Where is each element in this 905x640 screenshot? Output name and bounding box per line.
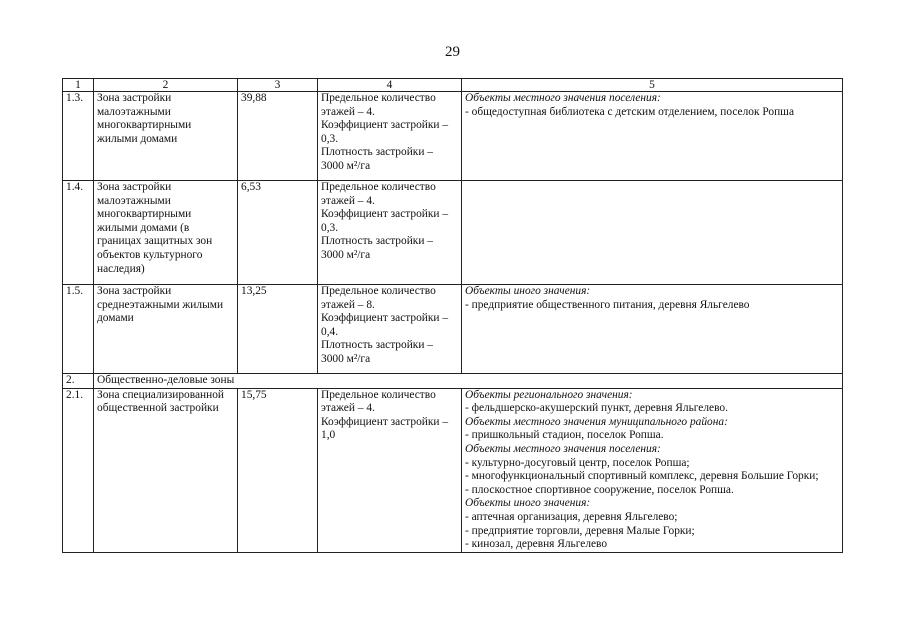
zone-name: Зона застройки среднеэтажными жилыми домами	[94, 285, 238, 374]
zone-name: Зона застройки малоэтажными многоквартирными жилыми домами	[94, 92, 238, 181]
section-number: 2.	[63, 374, 94, 389]
row-number: 2.1.	[63, 388, 94, 552]
zone-objects	[462, 181, 843, 285]
objects-heading: Объекты местного значения муниципального района:	[465, 415, 728, 428]
object-item: - предприятие торговли, деревня Малые Горки;	[465, 524, 695, 537]
object-item: - плоскостное спортивное сооружение, поселок Ропша.	[465, 483, 734, 496]
zone-objects	[462, 92, 843, 181]
param-line: Предельное количество этажей – 4.	[321, 181, 436, 207]
param-line: Плотность застройки – 3000 м²/га	[321, 146, 433, 172]
zone-params	[318, 92, 462, 181]
row-number: 1.3.	[63, 92, 94, 181]
zones-table	[62, 78, 843, 553]
zone-params	[318, 388, 462, 552]
object-item: - аптечная организация, деревня Яльгелево;	[465, 510, 678, 523]
header-cell: 1	[63, 79, 94, 92]
table-row	[63, 285, 843, 374]
zone-area: 39,88	[238, 92, 318, 181]
param-line: Предельное количество этажей – 8.	[321, 285, 436, 311]
param-line: Коэффициент застройки – 0,3.	[321, 208, 449, 234]
zone-objects	[462, 285, 843, 374]
objects-heading: Объекты местного значения поселения:	[465, 442, 661, 455]
param-line: Коэффициент застройки – 1,0	[321, 415, 449, 442]
object-item: - пришкольный стадион, поселок Ропша.	[465, 429, 664, 442]
param-line: Коэффициент застройки – 0,4.	[321, 312, 449, 338]
object-item: - предприятие общественного питания, деревня Яльгелево	[465, 298, 750, 311]
zone-area: 13,25	[238, 285, 318, 374]
section-row	[63, 374, 843, 389]
table-row	[63, 388, 843, 552]
zone-name: Зона застройки малоэтажными многоквартирными жилыми домами (в границах защитных зон объектов культурного наследия)	[94, 181, 238, 285]
table-row	[63, 181, 843, 285]
object-item: - культурно-досуговый центр, поселок Ропша;	[465, 456, 690, 469]
param-line: Коэффициент застройки – 0,3.	[321, 119, 449, 145]
header-cell: 5	[462, 79, 843, 92]
header-cell: 4	[318, 79, 462, 92]
zone-params	[318, 181, 462, 285]
header-cell: 2	[94, 79, 238, 92]
row-number: 1.5.	[63, 285, 94, 374]
zone-objects	[462, 388, 843, 552]
zone-name: Зона специализированной общественной застройки	[94, 388, 238, 552]
param-line: Предельное количество этажей – 4.	[321, 92, 436, 118]
zone-params	[318, 285, 462, 374]
zone-area: 6,53	[238, 181, 318, 285]
table-row	[63, 92, 843, 181]
object-item: - фельдшерско-акушерский пункт, деревня Яльгелево.	[465, 402, 728, 415]
param-line: Плотность застройки – 3000 м²/га	[321, 235, 433, 261]
page-number: 29	[445, 44, 460, 60]
table-header-row	[63, 79, 843, 92]
param-line: Плотность застройки – 3000 м²/га	[321, 339, 433, 365]
object-item: - многофункциональный спортивный комплекс, деревня Большие Горки;	[465, 470, 819, 483]
zone-area: 15,75	[238, 388, 318, 552]
row-number: 1.4.	[63, 181, 94, 285]
header-cell: 3	[238, 79, 318, 92]
objects-heading: Объекты иного значения:	[465, 285, 591, 297]
object-item: - общедоступная библиотека с детским отделением, поселок Ропша	[465, 105, 795, 118]
param-line: Предельное количество этажей – 4.	[321, 388, 436, 415]
objects-heading: Объекты иного значения:	[465, 497, 591, 510]
objects-heading: Объекты местного значения поселения:	[465, 92, 661, 104]
section-title: Общественно-деловые зоны	[94, 374, 843, 389]
objects-heading: Объекты регионального значения:	[465, 388, 633, 401]
object-item: - кинозал, деревня Яльгелево	[465, 538, 608, 551]
